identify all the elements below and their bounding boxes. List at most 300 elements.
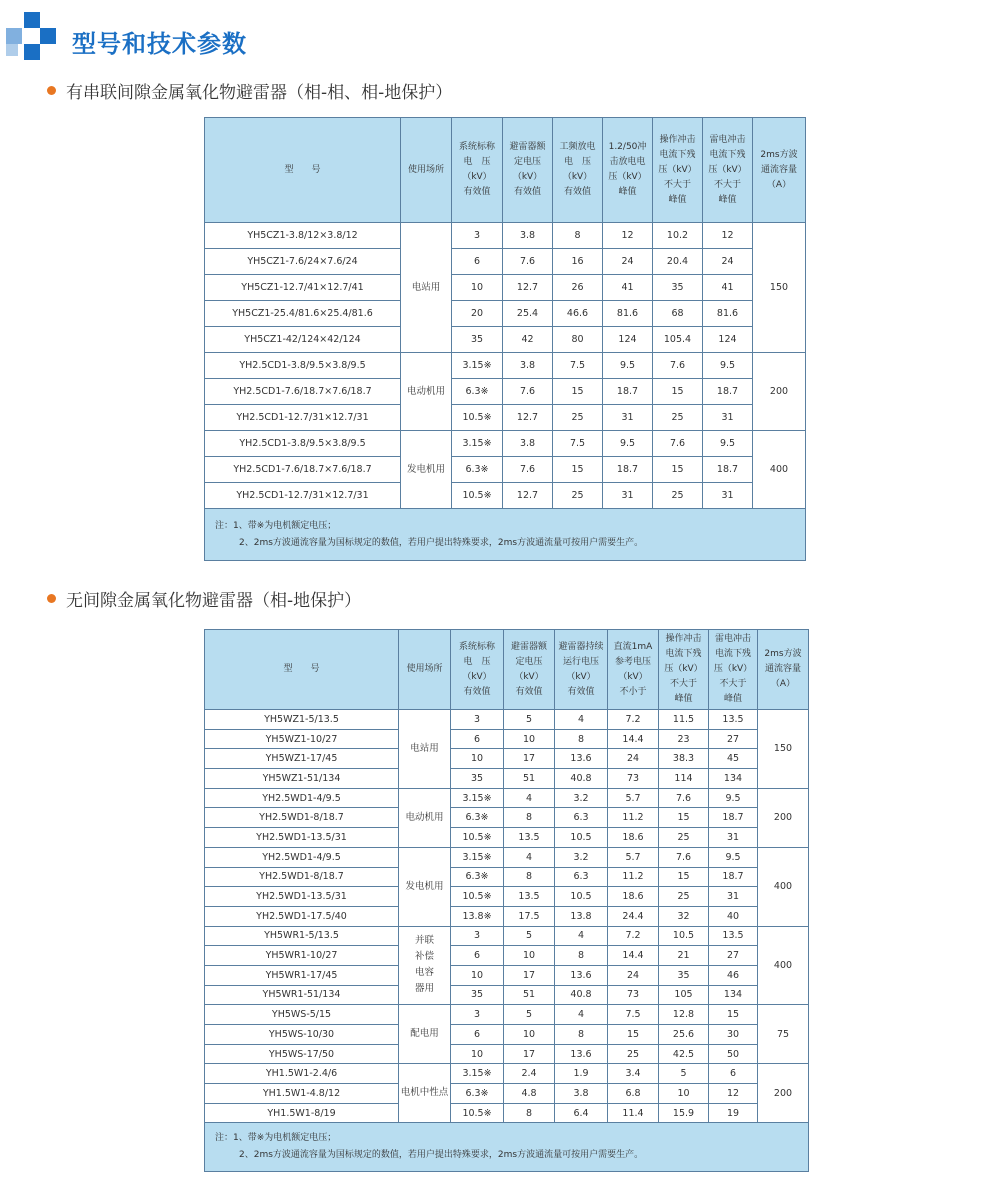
value-cell: 25: [653, 405, 703, 431]
table-row: [205, 808, 809, 828]
header-c1-line: （kV）: [462, 671, 492, 682]
value-cell: 5.7: [608, 788, 659, 808]
value-cell: 7.6: [653, 353, 703, 379]
table-row: [205, 249, 806, 275]
table-row: [205, 457, 806, 483]
value-cell: 105.4: [653, 327, 703, 353]
value-cell: 3.8: [503, 431, 553, 457]
model-cell: YH5WR1-51/134: [205, 985, 399, 1005]
value-cell: 12: [703, 223, 753, 249]
value-cell: 8: [555, 729, 608, 749]
value-cell: 40.8: [555, 985, 608, 1005]
usage-cell: 发电机用: [399, 847, 451, 926]
model-cell: YH5CZ1-7.6/24×7.6/24: [205, 249, 401, 275]
value-cell: 50: [709, 1044, 758, 1064]
value-cell: 134: [709, 769, 758, 789]
model-cell: YH1.5W1-2.4/6: [205, 1064, 399, 1084]
value-cell: 32: [659, 906, 709, 926]
value-cell: 24: [603, 249, 653, 275]
value-cell: 5: [504, 1005, 555, 1025]
value-cell: 4: [555, 926, 608, 946]
value-cell: 24.4: [608, 906, 659, 926]
value-cell: 12.7: [503, 275, 553, 301]
value-cell: 17: [504, 1044, 555, 1064]
header-c3-line: 有效值: [563, 187, 591, 197]
value-cell: 3: [451, 1005, 504, 1025]
value-cell: 124: [603, 327, 653, 353]
value-cell: 25: [553, 405, 603, 431]
value-cell: 10.5: [555, 887, 608, 907]
usage-line: 补偿: [414, 951, 434, 963]
header-c4-line: 1.2/50冲: [608, 142, 647, 152]
value-cell: 18.6: [608, 828, 659, 848]
value-cell: 13.5: [504, 828, 555, 848]
value-cell: 10: [451, 965, 504, 985]
value-cell: 7.2: [608, 710, 659, 730]
header-c1: [452, 118, 503, 223]
value-cell: 6.3: [555, 808, 608, 828]
header-c6-line: 压（kV）: [713, 664, 753, 674]
value-cell: 25: [608, 1044, 659, 1064]
header-c3-line: 避雷器持续: [558, 641, 604, 652]
value-cell: 8: [555, 946, 608, 966]
table-row: [205, 379, 806, 405]
value-cell: 5.7: [608, 847, 659, 867]
value-cell: 20: [452, 301, 503, 327]
model-cell: YH5WR1-5/13.5: [205, 926, 399, 946]
value-cell: 6.3※: [451, 808, 504, 828]
value-cell: 13.6: [555, 1044, 608, 1064]
value-cell: 35: [451, 769, 504, 789]
model-cell: YH2.5WD1-17.5/40: [205, 906, 399, 926]
table-row: [205, 867, 809, 887]
value-cell: 6.3※: [452, 379, 503, 405]
value-cell: 41: [603, 275, 653, 301]
usage-cell: 配电用: [399, 1005, 451, 1064]
value-cell: 12.7: [503, 483, 553, 509]
header-c5-line: 电流下残: [659, 149, 696, 160]
value-cell: 105: [659, 985, 709, 1005]
value-cell: 6.3※: [452, 457, 503, 483]
table-row: [205, 847, 809, 867]
value-cell: 10.5※: [451, 1103, 504, 1123]
header-c6-line: 不大于: [713, 179, 741, 190]
header-c5-line: 电流下残: [665, 649, 702, 659]
value-cell: 134: [709, 985, 758, 1005]
header-c2-line: 定电压: [513, 157, 541, 167]
table-row: [205, 985, 809, 1005]
value-cell: 6.3※: [451, 867, 504, 887]
value-cell: 7.5: [553, 353, 603, 379]
value-cell: 13.6: [555, 965, 608, 985]
note-line-2: 2、2ms方波通流容量为国标规定的数值，若用户提出特殊要求，2ms方波通流量可按用户需要生产。: [239, 537, 644, 548]
capacity-cell: 200: [753, 353, 806, 431]
value-cell: 7.6: [503, 457, 553, 483]
value-cell: 7.6: [659, 788, 709, 808]
value-cell: 12.7: [503, 405, 553, 431]
value-cell: 27: [709, 946, 758, 966]
model-cell: YH5WS-5/15: [205, 1005, 399, 1025]
value-cell: 12: [603, 223, 653, 249]
value-cell: 8: [553, 223, 603, 249]
capacity-cell: 200: [758, 788, 809, 847]
header-c4-line: 击放电电: [609, 157, 646, 167]
header-c7-line: 2ms方波: [764, 649, 802, 659]
table-row: [205, 828, 809, 848]
header-c4-line: 压（kV）: [608, 172, 647, 182]
value-cell: 18.7: [703, 379, 753, 405]
value-cell: 17: [504, 965, 555, 985]
value-cell: 13.5: [709, 710, 758, 730]
value-cell: 15: [659, 808, 709, 828]
model-cell: YH2.5WD1-13.5/31: [205, 887, 399, 907]
value-cell: 27: [709, 729, 758, 749]
value-cell: 8: [504, 1103, 555, 1123]
value-cell: 6.8: [608, 1084, 659, 1104]
table-row: [205, 1103, 809, 1123]
header-c1-line: 有效值: [463, 187, 491, 197]
value-cell: 3.2: [555, 788, 608, 808]
model-cell: YH2.5CD1-3.8/9.5×3.8/9.5: [205, 431, 401, 457]
value-cell: 7.6: [503, 379, 553, 405]
header-model: [205, 630, 399, 710]
section1-heading-text: 有串联间隙金属氧化物避雷器（相-相、相-地保护）: [66, 83, 453, 103]
note-cell: [205, 509, 806, 561]
value-cell: 8: [504, 867, 555, 887]
value-cell: 6.3※: [451, 1084, 504, 1104]
model-cell: YH2.5WD1-8/18.7: [205, 808, 399, 828]
value-cell: 15: [659, 867, 709, 887]
value-cell: 25: [653, 483, 703, 509]
value-cell: 68: [653, 301, 703, 327]
bullet-icon: [47, 86, 56, 95]
value-cell: 9.5: [709, 788, 758, 808]
header-c2-line: 避雷器额: [510, 641, 547, 652]
usage-cell: [399, 926, 451, 1005]
header-usage-label: 使用场所: [407, 164, 444, 175]
value-cell: 15: [653, 457, 703, 483]
table-row: [205, 223, 806, 249]
header-c6-line: 峰值: [718, 194, 737, 205]
model-cell: YH2.5WD1-4/9.5: [205, 847, 399, 867]
value-cell: 3: [452, 223, 503, 249]
section2-heading: [47, 586, 361, 611]
table-row: [205, 906, 809, 926]
value-cell: 15: [653, 379, 703, 405]
table-row: [205, 431, 806, 457]
header-c5-line: 峰值: [668, 194, 687, 205]
header-c1-line: 电 压: [463, 656, 491, 667]
value-cell: 6.4: [555, 1103, 608, 1123]
value-cell: 3.4: [608, 1064, 659, 1084]
page-title: 型号和技术参数: [72, 30, 247, 58]
header-model-label: 型 号: [284, 164, 321, 175]
value-cell: 11.2: [608, 808, 659, 828]
header-c2-line: （kV）: [514, 671, 544, 682]
header-c1-line: 有效值: [463, 686, 491, 697]
header-c4-line: 峰值: [618, 187, 637, 197]
value-cell: 10.5※: [451, 887, 504, 907]
value-cell: 15: [709, 1005, 758, 1025]
header-c7-line: （A）: [766, 179, 792, 190]
model-cell: YH1.5W1-4.8/12: [205, 1084, 399, 1104]
value-cell: 4: [555, 710, 608, 730]
capacity-cell: 75: [758, 1005, 809, 1064]
header-c6-line: 峰值: [723, 694, 742, 704]
value-cell: 46.6: [553, 301, 603, 327]
value-cell: 31: [709, 887, 758, 907]
header-c6-line: 电流下残: [714, 649, 751, 659]
note-cell: [205, 1123, 809, 1172]
model-cell: YH2.5WD1-13.5/31: [205, 828, 399, 848]
value-cell: 17.5: [504, 906, 555, 926]
value-cell: 45: [709, 749, 758, 769]
header-c1-line: 系统标称: [458, 142, 495, 152]
value-cell: 10: [659, 1084, 709, 1104]
model-cell: YH5WR1-17/45: [205, 965, 399, 985]
model-cell: YH2.5CD1-7.6/18.7×7.6/18.7: [205, 457, 401, 483]
value-cell: 21: [659, 946, 709, 966]
value-cell: 7.5: [608, 1005, 659, 1025]
model-cell: YH5CZ1-3.8/12×3.8/12: [205, 223, 401, 249]
value-cell: 15: [608, 1025, 659, 1045]
value-cell: 8: [555, 1025, 608, 1045]
value-cell: 12: [709, 1084, 758, 1104]
value-cell: 6: [451, 946, 504, 966]
model-cell: YH2.5CD1-3.8/9.5×3.8/9.5: [205, 353, 401, 379]
header-c4-line: 直流1mA: [613, 641, 653, 652]
value-cell: 2.4: [504, 1064, 555, 1084]
value-cell: 12.8: [659, 1005, 709, 1025]
table-row: [205, 1005, 809, 1025]
value-cell: 81.6: [703, 301, 753, 327]
value-cell: 4: [555, 1005, 608, 1025]
gapless-arrester-table: [204, 629, 809, 1172]
value-cell: 51: [504, 985, 555, 1005]
value-cell: 13.6: [555, 749, 608, 769]
section1-heading: [47, 78, 452, 103]
header-usage: [401, 118, 452, 223]
value-cell: 18.6: [608, 887, 659, 907]
header-c6: [709, 630, 758, 710]
header-c6: [703, 118, 753, 223]
value-cell: 7.6: [659, 847, 709, 867]
value-cell: 31: [703, 405, 753, 431]
header-c5-line: 压（kV）: [664, 664, 703, 674]
header-c5: [659, 630, 709, 710]
table-row: [205, 749, 809, 769]
value-cell: 4: [504, 788, 555, 808]
value-cell: 9.5: [703, 431, 753, 457]
value-cell: 3.8: [503, 353, 553, 379]
header-c3-line: （kV）: [562, 172, 593, 182]
header-c6-line: 雷电冲击: [709, 134, 746, 145]
header-usage-label: 使用场所: [406, 664, 443, 674]
header-c7: [758, 630, 809, 710]
header-c7-line: （A）: [770, 679, 796, 689]
value-cell: 19: [709, 1103, 758, 1123]
table-row: [205, 926, 809, 946]
usage-cell: 电站用: [399, 710, 451, 789]
value-cell: 38.3: [659, 749, 709, 769]
header-c5-line: 不大于: [669, 679, 697, 689]
value-cell: 17: [504, 749, 555, 769]
value-cell: 5: [659, 1064, 709, 1084]
header-c1-line: （kV）: [462, 172, 492, 182]
value-cell: 10.5※: [452, 483, 503, 509]
value-cell: 13.5: [709, 926, 758, 946]
header-c3-line: （kV）: [566, 671, 596, 682]
value-cell: 11.4: [608, 1103, 659, 1123]
header-c7-line: 2ms方波: [760, 149, 798, 160]
note-row: [205, 509, 806, 561]
table-row: [205, 1064, 809, 1084]
usage-cell: 电动机用: [399, 788, 451, 847]
model-cell: YH5WZ1-10/27: [205, 729, 399, 749]
value-cell: 6: [451, 1025, 504, 1045]
value-cell: 6: [709, 1064, 758, 1084]
value-cell: 24: [703, 249, 753, 275]
value-cell: 6: [451, 729, 504, 749]
value-cell: 10: [504, 1025, 555, 1045]
header-c6-line: 雷电冲击: [714, 634, 751, 644]
value-cell: 40: [709, 906, 758, 926]
value-cell: 73: [608, 769, 659, 789]
value-cell: 26: [553, 275, 603, 301]
value-cell: 124: [703, 327, 753, 353]
note-line-1: 注：1、带※为电机额定电压；: [215, 520, 337, 531]
value-cell: 5: [504, 926, 555, 946]
value-cell: 14.4: [608, 946, 659, 966]
value-cell: 15: [553, 457, 603, 483]
value-cell: 25: [553, 483, 603, 509]
header-c7: [753, 118, 806, 223]
value-cell: 10: [451, 749, 504, 769]
value-cell: 3.15※: [452, 353, 503, 379]
value-cell: 18.7: [709, 808, 758, 828]
value-cell: 10.5: [659, 926, 709, 946]
header-c3-line: 运行电压: [562, 656, 599, 667]
header-c2: [504, 630, 555, 710]
value-cell: 10: [451, 1044, 504, 1064]
table-row: [205, 275, 806, 301]
header-c5-line: 不大于: [663, 179, 691, 190]
model-cell: YH2.5WD1-8/18.7: [205, 867, 399, 887]
value-cell: 3: [451, 926, 504, 946]
value-cell: 7.5: [553, 431, 603, 457]
table-row: [205, 405, 806, 431]
header-c6-line: 压（kV）: [708, 164, 747, 175]
value-cell: 18.7: [709, 867, 758, 887]
model-cell: YH5CZ1-25.4/81.6×25.4/81.6: [205, 301, 401, 327]
value-cell: 13.5: [504, 887, 555, 907]
header-c3-line: 有效值: [567, 686, 595, 697]
value-cell: 20.4: [653, 249, 703, 275]
header-c5-line: 操作冲击: [659, 134, 696, 145]
table-row: [205, 710, 809, 730]
value-cell: 42: [503, 327, 553, 353]
table-row: [205, 788, 809, 808]
header-c2-line: 有效值: [515, 686, 543, 697]
table-row: [205, 769, 809, 789]
note-line-2: 2、2ms方波通流容量为国标规定的数值，若用户提出特殊要求，2ms方波通流量可按用户需要生产。: [239, 1150, 644, 1161]
value-cell: 23: [659, 729, 709, 749]
value-cell: 35: [452, 327, 503, 353]
table-row: [205, 946, 809, 966]
table-row: [205, 887, 809, 907]
header-c7-line: 通流容量: [760, 164, 797, 175]
value-cell: 31: [709, 828, 758, 848]
capacity-cell: 400: [753, 431, 806, 509]
usage-line: 电容: [414, 967, 434, 979]
value-cell: 40.8: [555, 769, 608, 789]
gapped-arrester-table: [204, 117, 806, 561]
value-cell: 46: [709, 965, 758, 985]
value-cell: 4.8: [504, 1084, 555, 1104]
table-row: [205, 327, 806, 353]
header-c5-line: 压（kV）: [658, 164, 697, 175]
capacity-cell: 150: [758, 710, 809, 789]
value-cell: 5: [504, 710, 555, 730]
value-cell: 18.7: [703, 457, 753, 483]
model-cell: YH5CZ1-12.7/41×12.7/41: [205, 275, 401, 301]
model-cell: YH5WZ1-17/45: [205, 749, 399, 769]
value-cell: 10: [504, 729, 555, 749]
value-cell: 18.7: [603, 457, 653, 483]
value-cell: 35: [659, 965, 709, 985]
table-row: [205, 1044, 809, 1064]
header-c3: [553, 118, 603, 223]
value-cell: 10.5: [555, 828, 608, 848]
capacity-cell: 200: [758, 1064, 809, 1123]
header-model-label: 型 号: [283, 664, 320, 674]
value-cell: 25.6: [659, 1025, 709, 1045]
capacity-cell: 150: [753, 223, 806, 353]
usage-cell: 电机中性点: [399, 1064, 451, 1123]
model-cell: YH2.5CD1-12.7/31×12.7/31: [205, 405, 401, 431]
table-row: [205, 965, 809, 985]
model-cell: YH5WZ1-5/13.5: [205, 710, 399, 730]
header-c4: [608, 630, 659, 710]
usage-cell: 电动机用: [401, 353, 452, 431]
model-cell: YH5WZ1-51/134: [205, 769, 399, 789]
header-row: [205, 118, 806, 223]
model-cell: YH5CZ1-42/124×42/124: [205, 327, 401, 353]
header-c1-line: 系统标称: [458, 641, 495, 652]
table-row: [205, 1025, 809, 1045]
value-cell: 31: [603, 405, 653, 431]
value-cell: 25.4: [503, 301, 553, 327]
value-cell: 7.6: [653, 431, 703, 457]
header-c4-line: （kV）: [618, 671, 648, 682]
usage-line: 并联: [414, 935, 434, 947]
header-row: [205, 630, 809, 710]
header-c4-line: 参考电压: [614, 656, 651, 667]
value-cell: 35: [653, 275, 703, 301]
value-cell: 81.6: [603, 301, 653, 327]
bullet-icon: [47, 594, 56, 603]
value-cell: 3.8: [503, 223, 553, 249]
table-row: [205, 729, 809, 749]
value-cell: 1.9: [555, 1064, 608, 1084]
header-usage: [399, 630, 451, 710]
model-cell: YH2.5CD1-12.7/31×12.7/31: [205, 483, 401, 509]
value-cell: 7.2: [608, 926, 659, 946]
value-cell: 25: [659, 828, 709, 848]
value-cell: 3.15※: [451, 847, 504, 867]
header-c2: [503, 118, 553, 223]
value-cell: 7.6: [503, 249, 553, 275]
